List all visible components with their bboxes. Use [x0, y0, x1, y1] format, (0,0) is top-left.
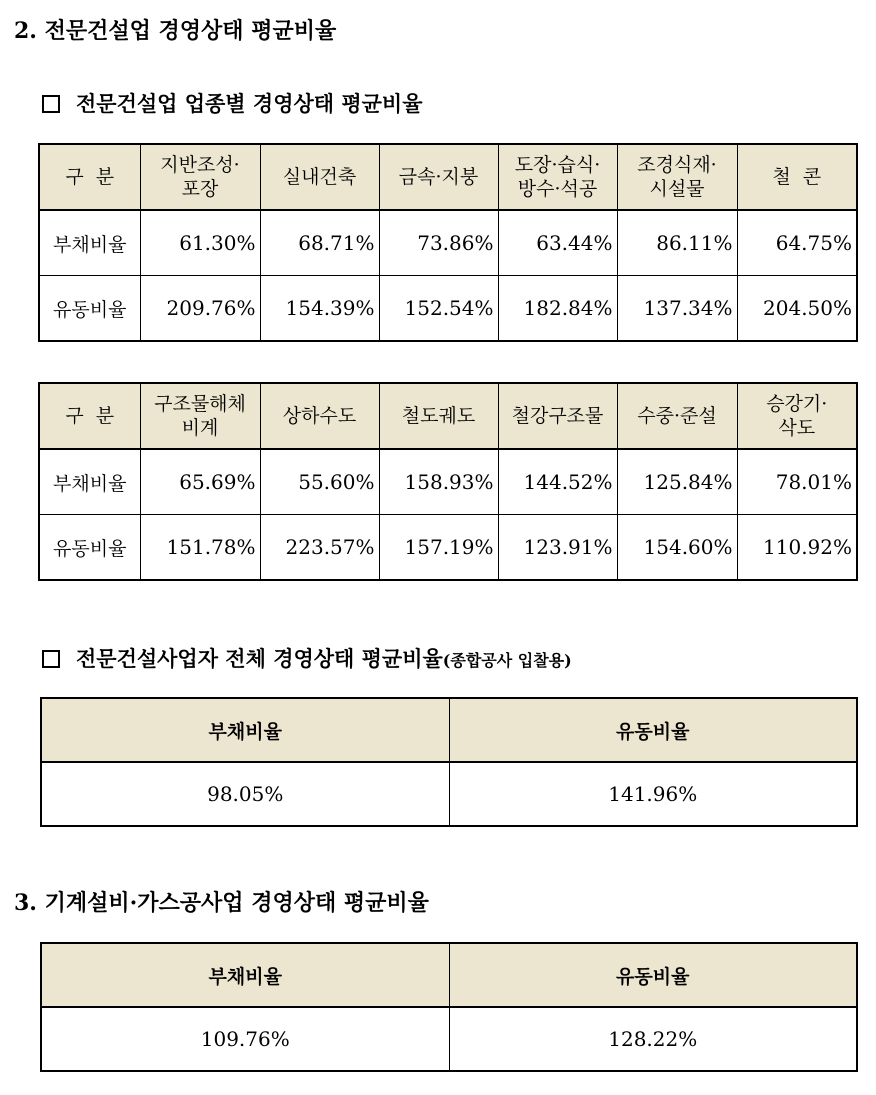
section-3-title: 3. 기계설비·가스공사업 경영상태 평균비율 — [14, 890, 429, 916]
overall-ratio-table — [40, 697, 858, 827]
table-cell: 182.84% — [498, 276, 617, 342]
table-row — [41, 762, 857, 826]
table-row — [39, 449, 857, 515]
header-cell: 금속·지붕 — [379, 144, 498, 210]
subsection-1-text: 전문건설업 업종별 경영상태 평균비율 — [76, 91, 423, 116]
table-cell: 109.76% — [41, 1007, 449, 1071]
table-cell: 154.39% — [260, 276, 379, 342]
mechanical-gas-ratio-table — [40, 942, 858, 1072]
header-cell: 상하수도 — [260, 383, 379, 449]
header-cell: 도장·습식· 방수·석공 — [498, 144, 617, 210]
table-cell: 110.92% — [737, 515, 857, 581]
table-cell: 144.52% — [498, 449, 617, 515]
table-cell: 68.71% — [260, 210, 379, 276]
section-2-title: 2. 전문건설업 경영상태 평균비율 — [14, 18, 337, 44]
header-cell: 수중·준설 — [617, 383, 737, 449]
header-cell: 승강기· 삭도 — [737, 383, 857, 449]
table-cell: 64.75% — [737, 210, 857, 276]
table-cell: 63.44% — [498, 210, 617, 276]
header-cell: 유동비율 — [449, 698, 857, 762]
table-cell: 137.34% — [617, 276, 737, 342]
table-cell: 55.60% — [260, 449, 379, 515]
table-cell: 61.30% — [140, 210, 260, 276]
table-row — [41, 1007, 857, 1071]
table-cell: 141.96% — [449, 762, 857, 826]
industry-ratio-table-1 — [38, 143, 858, 342]
table-cell: 158.93% — [379, 449, 498, 515]
header-category: 구 분 — [39, 144, 140, 210]
row-label: 부채비율 — [39, 210, 140, 276]
checkbox-square-icon — [42, 95, 60, 113]
table-header-row — [39, 383, 857, 449]
table-cell: 154.60% — [617, 515, 737, 581]
header-cell: 철 콘 — [737, 144, 857, 210]
header-cell: 유동비율 — [449, 943, 857, 1007]
table-cell: 78.01% — [737, 449, 857, 515]
table-cell: 152.54% — [379, 276, 498, 342]
header-cell: 부채비율 — [41, 943, 449, 1007]
header-category: 구 분 — [39, 383, 140, 449]
header-cell: 구조물해체 비계 — [140, 383, 260, 449]
table-cell: 204.50% — [737, 276, 857, 342]
table-header-row — [41, 943, 857, 1007]
subsection-2-text: 전문건설사업자 전체 경영상태 평균비율 — [76, 646, 443, 671]
table-row — [39, 276, 857, 342]
table-cell: 73.86% — [379, 210, 498, 276]
header-cell: 조경식재· 시설물 — [617, 144, 737, 210]
table-cell: 98.05% — [41, 762, 449, 826]
table-header-row — [41, 698, 857, 762]
checkbox-square-icon — [42, 650, 60, 668]
header-cell: 철강구조물 — [498, 383, 617, 449]
header-cell: 실내건축 — [260, 144, 379, 210]
table-cell: 65.69% — [140, 449, 260, 515]
header-cell: 지반조성· 포장 — [140, 144, 260, 210]
table-cell: 223.57% — [260, 515, 379, 581]
header-cell: 부채비율 — [41, 698, 449, 762]
subsection-1-title — [42, 88, 423, 118]
subsection-2-note: (종합공사 입찰용) — [442, 651, 572, 670]
header-cell: 철도궤도 — [379, 383, 498, 449]
row-label: 유동비율 — [39, 515, 140, 581]
table-cell: 125.84% — [617, 449, 737, 515]
table-cell: 123.91% — [498, 515, 617, 581]
subsection-2-title — [42, 643, 572, 673]
table-cell: 128.22% — [449, 1007, 857, 1071]
table-header-row — [39, 144, 857, 210]
table-row — [39, 210, 857, 276]
table-cell: 157.19% — [379, 515, 498, 581]
table-cell: 86.11% — [617, 210, 737, 276]
row-label: 유동비율 — [39, 276, 140, 342]
row-label: 부채비율 — [39, 449, 140, 515]
table-cell: 209.76% — [140, 276, 260, 342]
table-cell: 151.78% — [140, 515, 260, 581]
industry-ratio-table-2 — [38, 382, 858, 581]
table-row — [39, 515, 857, 581]
